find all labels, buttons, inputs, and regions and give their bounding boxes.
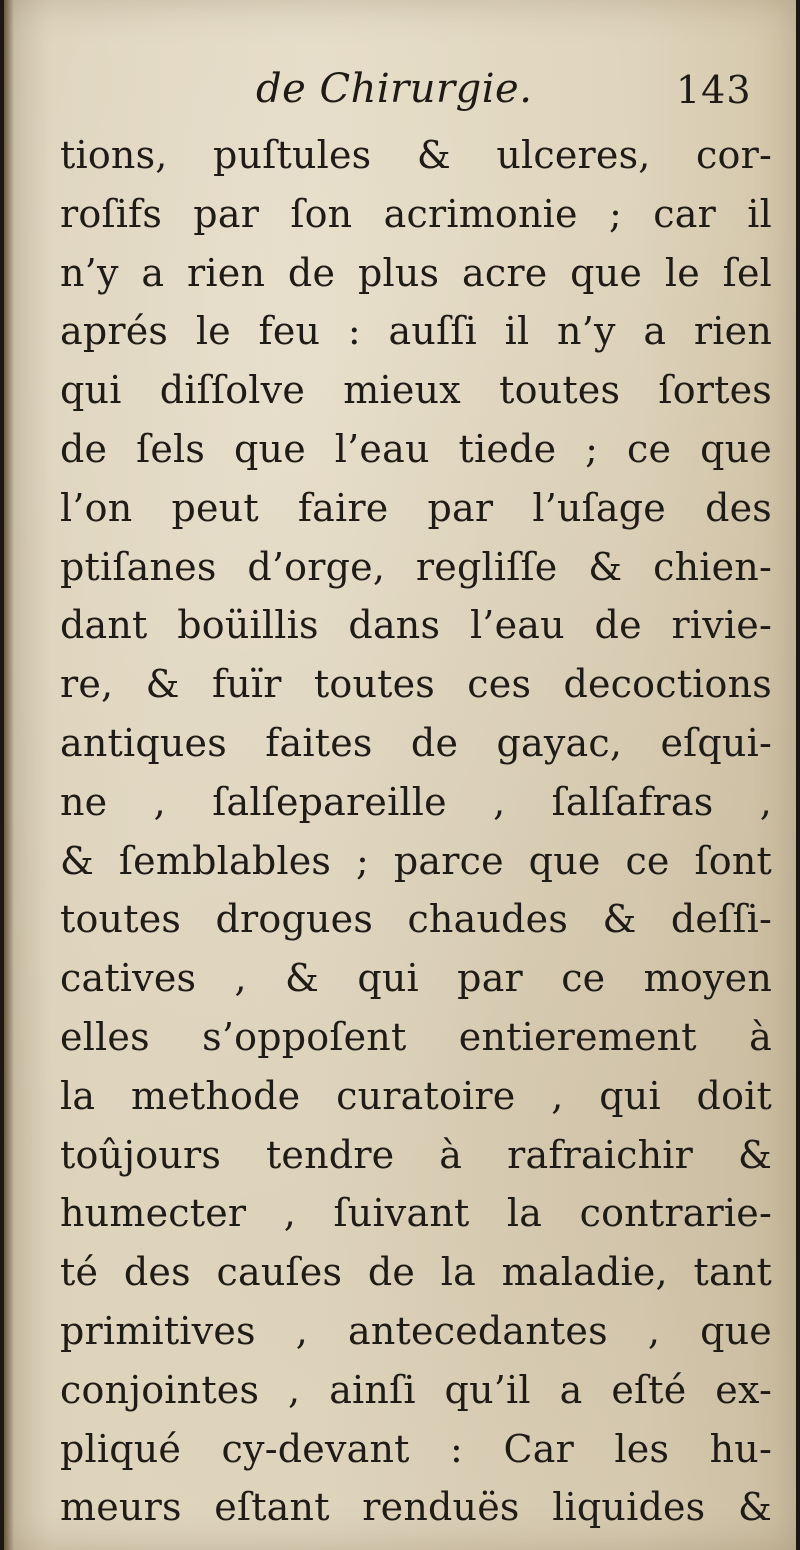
text-line: pliqué cy-devant : Car les hu- [60, 1426, 772, 1471]
text-line: toûjours tendre à rafraichir & [60, 1132, 772, 1177]
page-header [4, 66, 796, 126]
body-text [60, 126, 772, 1537]
text-line: tions, puſtules & ulceres, cor- [60, 133, 772, 177]
text-line: conjointes , ainſi qu’il a eſté ex- [60, 1367, 772, 1412]
text-line: & ſemblables ; parce que ce ſont [60, 838, 772, 883]
text-line: la methode curatoire , qui doit [60, 1073, 772, 1118]
text-line: primitives , antecedantes , que [60, 1308, 772, 1353]
text-line: ptiſanes d’orge, regliſſe & chien- [60, 544, 772, 589]
text-line: antiques faites de gayac, eſqui- [60, 720, 772, 765]
book-page [4, 0, 796, 1550]
text-line: elles s’oppoſent entierement à [60, 1014, 772, 1059]
text-line: meurs eſtant renduës liquides & [60, 1485, 772, 1530]
page-number: 143 [676, 68, 752, 112]
text-line: aprés le feu : auſſi il n’y a rien [60, 309, 772, 354]
text-line: re, & fuïr toutes ces decoctions [60, 662, 772, 707]
page-gutter-shadow [4, 0, 14, 1550]
running-title: de Chirurgie. [256, 66, 533, 112]
text-line: qui diſſolve mieux toutes ſortes [60, 368, 772, 413]
text-line: dant boüillis dans l’eau de rivie- [60, 603, 772, 648]
text-line: toutes drogues chaudes & deſſi- [60, 897, 772, 942]
text-line: humecter , ſuivant la contrarie- [60, 1191, 772, 1236]
text-line: de ſels que l’eau tiede ; ce que [60, 426, 772, 471]
text-line: catives , & qui par ce moyen [60, 956, 772, 1001]
text-line: l’on peut faire par l’uſage des [60, 485, 772, 530]
text-line: n’y a rien de plus acre que le ſel [60, 250, 772, 295]
text-line: roſifs par ſon acrimonie ; car il [60, 191, 772, 236]
text-line: ne , ſalſepareille , ſalſafras , [60, 779, 772, 824]
text-line: té des cauſes de la maladie, tant [60, 1250, 772, 1295]
